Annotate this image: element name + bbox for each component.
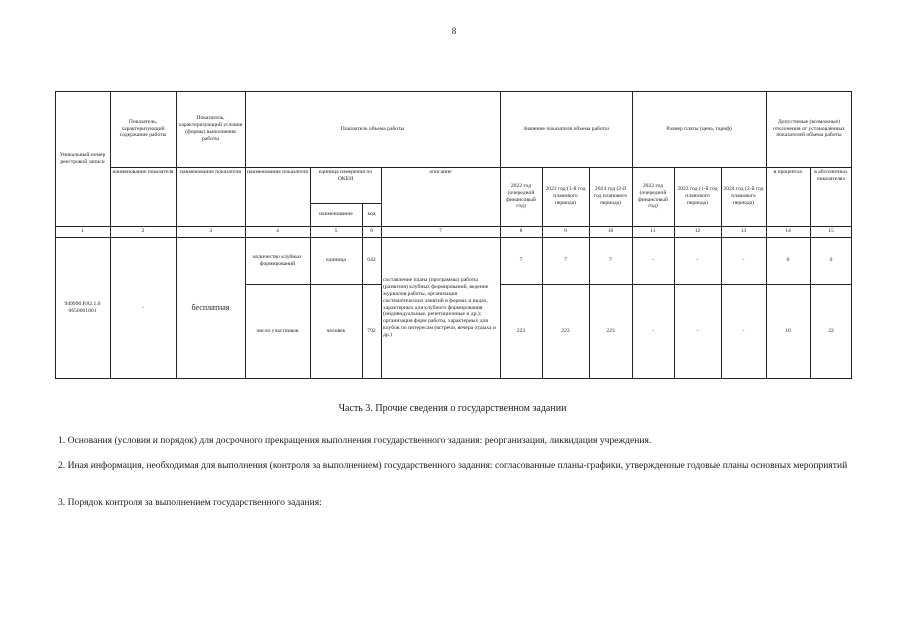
header-conditions-name: наименование показателя — [180, 169, 241, 175]
header-fee-2022: 2022 год (очередной финансовый год) — [638, 182, 668, 210]
row1-fee-2022: - — [652, 257, 654, 263]
page-number: 8 — [451, 26, 457, 36]
header-unit-name: наименование — [319, 211, 353, 217]
condition-value: бесплатная — [191, 303, 230, 312]
row1-fee-2023: - — [696, 257, 699, 263]
work-description: составление плана (программы) работы (развития) клубных формирований, ведение журналов работы, организация систематических занятий в формах и видах, характерных для клубного формирования (индивидуальные, репетиционные и др.); организация форм работы, характерных для клубов по интересам (встречи, вечера отдыха и др.) — [383, 276, 496, 339]
row2-value-2024: 223 — [606, 328, 615, 334]
col-number: 1 — [81, 228, 84, 234]
row2-fee-2023: - — [696, 328, 699, 334]
content-value: - — [142, 304, 144, 311]
header-deviation-absolute: в абсолютных показателях — [814, 169, 848, 182]
header-content-group: Показатель, характеризующий содержание работы — [119, 118, 167, 139]
header-fee-2023: 2023 год (1-й год планового периода) — [677, 186, 718, 206]
col-number: 15 — [828, 228, 834, 234]
header-value-group: Значение показателя объема работы — [523, 125, 609, 132]
row1-deviation-percent: 0 — [786, 257, 790, 263]
header-description: описание — [429, 169, 452, 175]
header-value-2024: 2024 год (2-й год планового периода) — [593, 186, 628, 206]
row2-value-2022: 223 — [516, 328, 526, 334]
row2-fee-2022: - — [652, 328, 654, 334]
row2-value-2023: 223 — [561, 328, 570, 334]
col-number: 9 — [564, 228, 567, 234]
col-number: 8 — [519, 228, 523, 234]
table-border — [55, 91, 852, 379]
header-volume-name: наименование показателя — [247, 169, 308, 175]
part3-paragraph-1: 1. Основания (условия и порядок) для досрочного прекращения выполнения государственного задания: реорганизация, ликвидация учреждения. — [58, 435, 652, 446]
part3-title: Часть 3. Прочие сведения о государственном задании — [338, 403, 567, 414]
col-number: 14 — [785, 228, 791, 234]
row2-unit-name: человек — [326, 328, 346, 334]
row2-unit-code: 792 — [367, 328, 376, 334]
col-number: 13 — [740, 228, 747, 234]
col-number: 4 — [276, 228, 279, 234]
header-conditions-group: Показатель, характеризующий условия (формы) выполнения работы — [178, 115, 243, 142]
header-unit-okei: единица измерения по ОКЕИ — [318, 169, 373, 182]
header-value-2022: 2022 год (очередной финансовый год) — [506, 182, 536, 210]
row1-unit-name: единица — [326, 257, 346, 263]
header-fee-group: Размер платы (цена, тариф) — [666, 125, 732, 132]
header-content-name: наименование показателя — [112, 169, 174, 175]
row1-value-2023: 7 — [564, 257, 567, 263]
row1-value-2024: 7 — [609, 257, 612, 263]
header-unit-code: код — [367, 211, 376, 217]
col-number: 3 — [209, 228, 212, 234]
header-deviation-percent: в процентах — [773, 169, 803, 175]
row2-deviation-absolute: 22 — [828, 328, 834, 334]
part3-paragraph-3: 3. Порядок контроля за выполнением государственного задания: — [58, 497, 322, 508]
header-volume-group: Показатель объема работы — [340, 125, 405, 132]
header-deviation-group: Допустимые (возможные) отклонения от установленных показателей объема работы — [773, 118, 845, 139]
col-number: 11 — [650, 228, 656, 234]
col-number: 12 — [694, 228, 701, 234]
row1-indicator: количество клубных формирований — [253, 253, 302, 267]
header-value-2023: 2023 год (1-й год планового периода) — [545, 186, 586, 206]
col-number: 7 — [439, 228, 442, 234]
part3-paragraph-2: 2. Иная информация, необходимая для выполнения (контроля за выполнением) государственного задания: согласованные планы-графики, утвержденные годовые планы основных мероприятий — [58, 460, 848, 471]
header-unique-number: Уникальный номер реестровой записи — [59, 151, 106, 165]
row1-unit-code: 642 — [367, 257, 376, 263]
row1-deviation-absolute: 0 — [829, 257, 833, 263]
row2-indicator: число участников — [256, 328, 299, 334]
col-number: 10 — [607, 228, 614, 234]
header-fee-2024: 2024 год (2-й год планового периода) — [723, 186, 764, 206]
col-number: 5 — [334, 228, 338, 234]
col-number: 6 — [370, 228, 373, 234]
col-number: 2 — [141, 228, 145, 234]
row2-fee-2024: - — [742, 328, 745, 334]
registry-number: 949990.Р.82.1.0 0650001001 — [64, 301, 101, 314]
row1-fee-2024: - — [742, 257, 745, 263]
row2-deviation-percent: 10 — [785, 328, 791, 334]
row1-value-2022: 7 — [519, 257, 523, 263]
